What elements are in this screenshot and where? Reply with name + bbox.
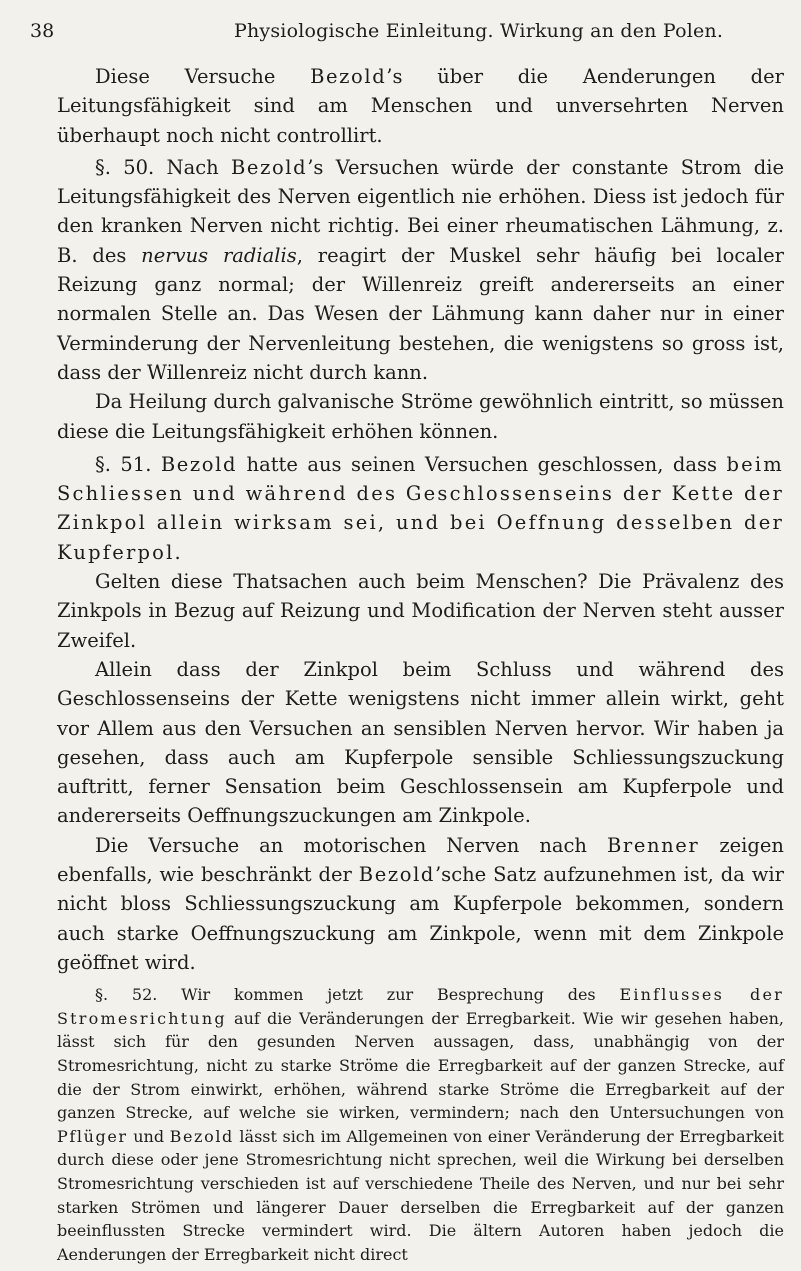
text-run: ’s über die Aenderungen der Leitungsfähigkeit sind am Menschen und unversehrten Nerven überhaupt noch nicht controllirt. (57, 65, 784, 147)
paragraph-section-50 (57, 153, 784, 387)
text-run: §. 50. Nach (95, 155, 231, 179)
page-body (57, 62, 784, 1266)
text-run: auf die Veränderungen der Erregbarkeit. Wie wir gesehen haben, lässt sich für den gesunden Nerven aussagen, dass, unabhängig von der Stromesrichtung, nicht zu starke Ströme die Erregbarkeit auf der ganzen Strecke, auf die der Strom einwirkt, erhöhen, während starke Ströme die Erregbarkeit auf der ganzen Strecke, auf welche sie wirken, vermindern; nach den Untersuchungen von (57, 1008, 784, 1123)
text-run: ’sche Satz aufzunehmen ist, da wir nicht bloss Schliessungszuckung am Kupferpole bekommen, sondern auch starke Oeffnungszuckung am Zinkpole, wenn mit dem Zinkpole geöffnet wird. (57, 863, 784, 974)
text-run: lässt sich im Allgemeinen von einer Veränderung der Erregbarkeit durch diese oder jene Stromesrichtung nicht sprechen, weil die Wirkung bei derselben Stromesrichtung verschieden ist auf verschiedene Theile des Nerven, und nur bei sehr starken Strömen und längerer Dauer derselben die Erregbarkeit auf der ganzen beeinflussten Strecke vermindert wird. Die ältern Autoren haben jedoch die Aenderungen der Erregbarkeit nicht direct (57, 1126, 784, 1264)
running-title: Physiologische Einleitung. Wirkung an den Polen. (234, 20, 724, 42)
author-name: Brenner (606, 833, 700, 857)
paragraph-prevalence: Gelten diese Thatsachen auch beim Menschen? Die Prävalenz des Zinkpols in Bezug auf Reizung und Modification der Nerven steht ausser Zweifel. (57, 570, 784, 652)
text-run: §. 51. (95, 452, 161, 476)
text-run: Die Versuche an motorischen Nerven nach (95, 833, 607, 857)
author-name: Bezold (310, 65, 387, 88)
paragraph-section-51 (57, 450, 784, 567)
emphasized-term: Einflusses der Stromesrichtung (57, 985, 785, 1028)
text-run: , reagirt der Muskel sehr häufig bei localer Reizung ganz normal; der Willenreiz greift andererseits an einer normalen Stelle an. Das Wesen der Lähmung kann daher nur in einer Verminderung der Nervenleitung bestehen, die wenigstens so gross ist, dass der Willenreiz nicht durch kann. (57, 243, 784, 384)
paragraph-intro-note (57, 62, 784, 150)
text-run: hatte aus seinen Versuchen geschlossen, dass (237, 452, 727, 476)
text-run: ’s Versuchen würde der constante Strom die Leitungsfähigkeit des Nerven eigentlich nie erhöhen. Diess ist jedoch für den kranken Nerven nicht richtig. Bei einer rheumatischen Lähmung, z. B. des (57, 155, 784, 267)
paragraph-sensible-nerves: Allein dass der Zinkpol beim Schluss und während des Geschlossenseins der Kette wenigstens nicht immer allein wirkt, geht vor Allem aus den Versuchen an sensiblen Nerven hervor. Wir haben ja gesehen, dass auch am Kupferpole sensible Schliessungszuckung auftritt, ferner Sensation beim Geschlossensein am Kupferpole und andererseits Oeffnungszuckungen am Zinkpole. (57, 657, 784, 828)
author-name: Bezold (231, 155, 308, 179)
author-name: Bezold (160, 452, 238, 476)
paragraph-motor-nerves (57, 831, 784, 977)
text-run: Diese Versuche (95, 65, 311, 88)
paragraph-healing: Da Heilung durch galvanische Ströme gewöhnlich eintritt, so müssen diese die Leitungsfähigkeit erhöhen können. (57, 390, 784, 443)
author-name: Pflüger (57, 1126, 128, 1146)
page-number: 38 (30, 20, 55, 42)
latin-term: nervus radialis (141, 243, 297, 267)
text-run: §. 52. Wir kommen jetzt zur Besprechung des (95, 985, 620, 1005)
emphasized-statement: beim Schliessen und während des Geschlossenseins der Kette der Zinkpol allein wirksam sei, und bei Oeffnung desselben der Kupferpol. (57, 452, 785, 564)
paragraph-section-52 (57, 983, 784, 1266)
author-name: Bezold (169, 1126, 234, 1146)
author-name: Bezold (358, 863, 435, 887)
page-header (30, 20, 770, 50)
text-run: und (127, 1126, 170, 1146)
text-run: zeigen ebenfalls, wie beschränkt der (57, 833, 784, 887)
